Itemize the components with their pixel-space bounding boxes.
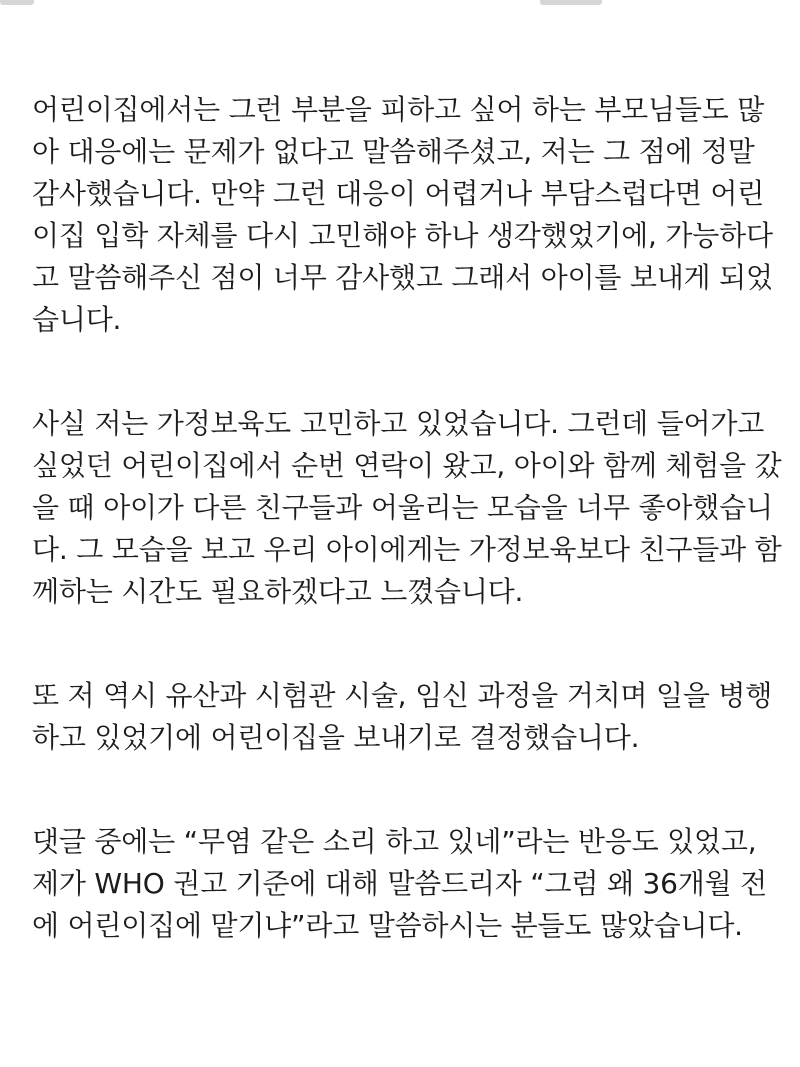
paragraph-4 [0,821,800,947]
text-line: 사실 저는 가정보육도 고민하고 있었습니다. 그런데 들어가고 [32,407,765,440]
text-line: 에 어린이집에 맡기냐”라고 말씀하시는 분들도 많았습니다. [32,909,743,942]
paragraph-gap [0,341,800,403]
text-line: 습니다. [32,303,122,336]
text-line: 아 대응에는 문제가 없다고 말씀해주셨고, 저는 그 점에 정말 [32,135,755,168]
status-bar-fragment-right [540,0,602,5]
article-body [0,89,800,947]
text-line: 께하는 시간도 필요하겠다고 느꼈습니다. [32,575,524,608]
text-line: 을 때 아이가 다른 친구들과 어울리는 모습을 너무 좋아했습니 [32,491,773,524]
text-line: 댓글 중에는 “무염 같은 소리 하고 있네”라는 반응도 있었고, [32,825,757,858]
paragraph-gap [0,613,800,675]
text-line: 어린이집에서는 그런 부분을 피하고 싶어 하는 부모님들도 많 [32,93,765,126]
paragraph-1 [0,89,800,341]
status-bar-fragment-left [0,0,34,5]
text-line: 제가 WHO 권고 기준에 대해 말씀드리자 “그럼 왜 36개월 전 [32,867,767,900]
paragraph-2 [0,403,800,613]
text-line: 고 말씀해주신 점이 너무 감사했고 그래서 아이를 보내게 되었 [32,261,773,294]
text-line: 감사했습니다. 만약 그런 대응이 어렵거나 부담스럽다면 어린 [32,177,765,210]
text-line: 이집 입학 자체를 다시 고민해야 하나 생각했었기에, 가능하다 [32,219,773,252]
paragraph-3 [0,675,800,759]
text-line: 다. 그 모습을 보고 우리 아이에게는 가정보육보다 친구들과 함 [32,533,782,566]
text-line: 또 저 역시 유산과 시험관 시술, 임신 과정을 거치며 일을 병행 [32,679,773,712]
text-line: 싶었던 어린이집에서 순번 연락이 왔고, 아이와 함께 체험을 갔 [32,449,782,482]
paragraph-gap [0,759,800,821]
text-line: 하고 있었기에 어린이집을 보내기로 결정했습니다. [32,721,640,754]
